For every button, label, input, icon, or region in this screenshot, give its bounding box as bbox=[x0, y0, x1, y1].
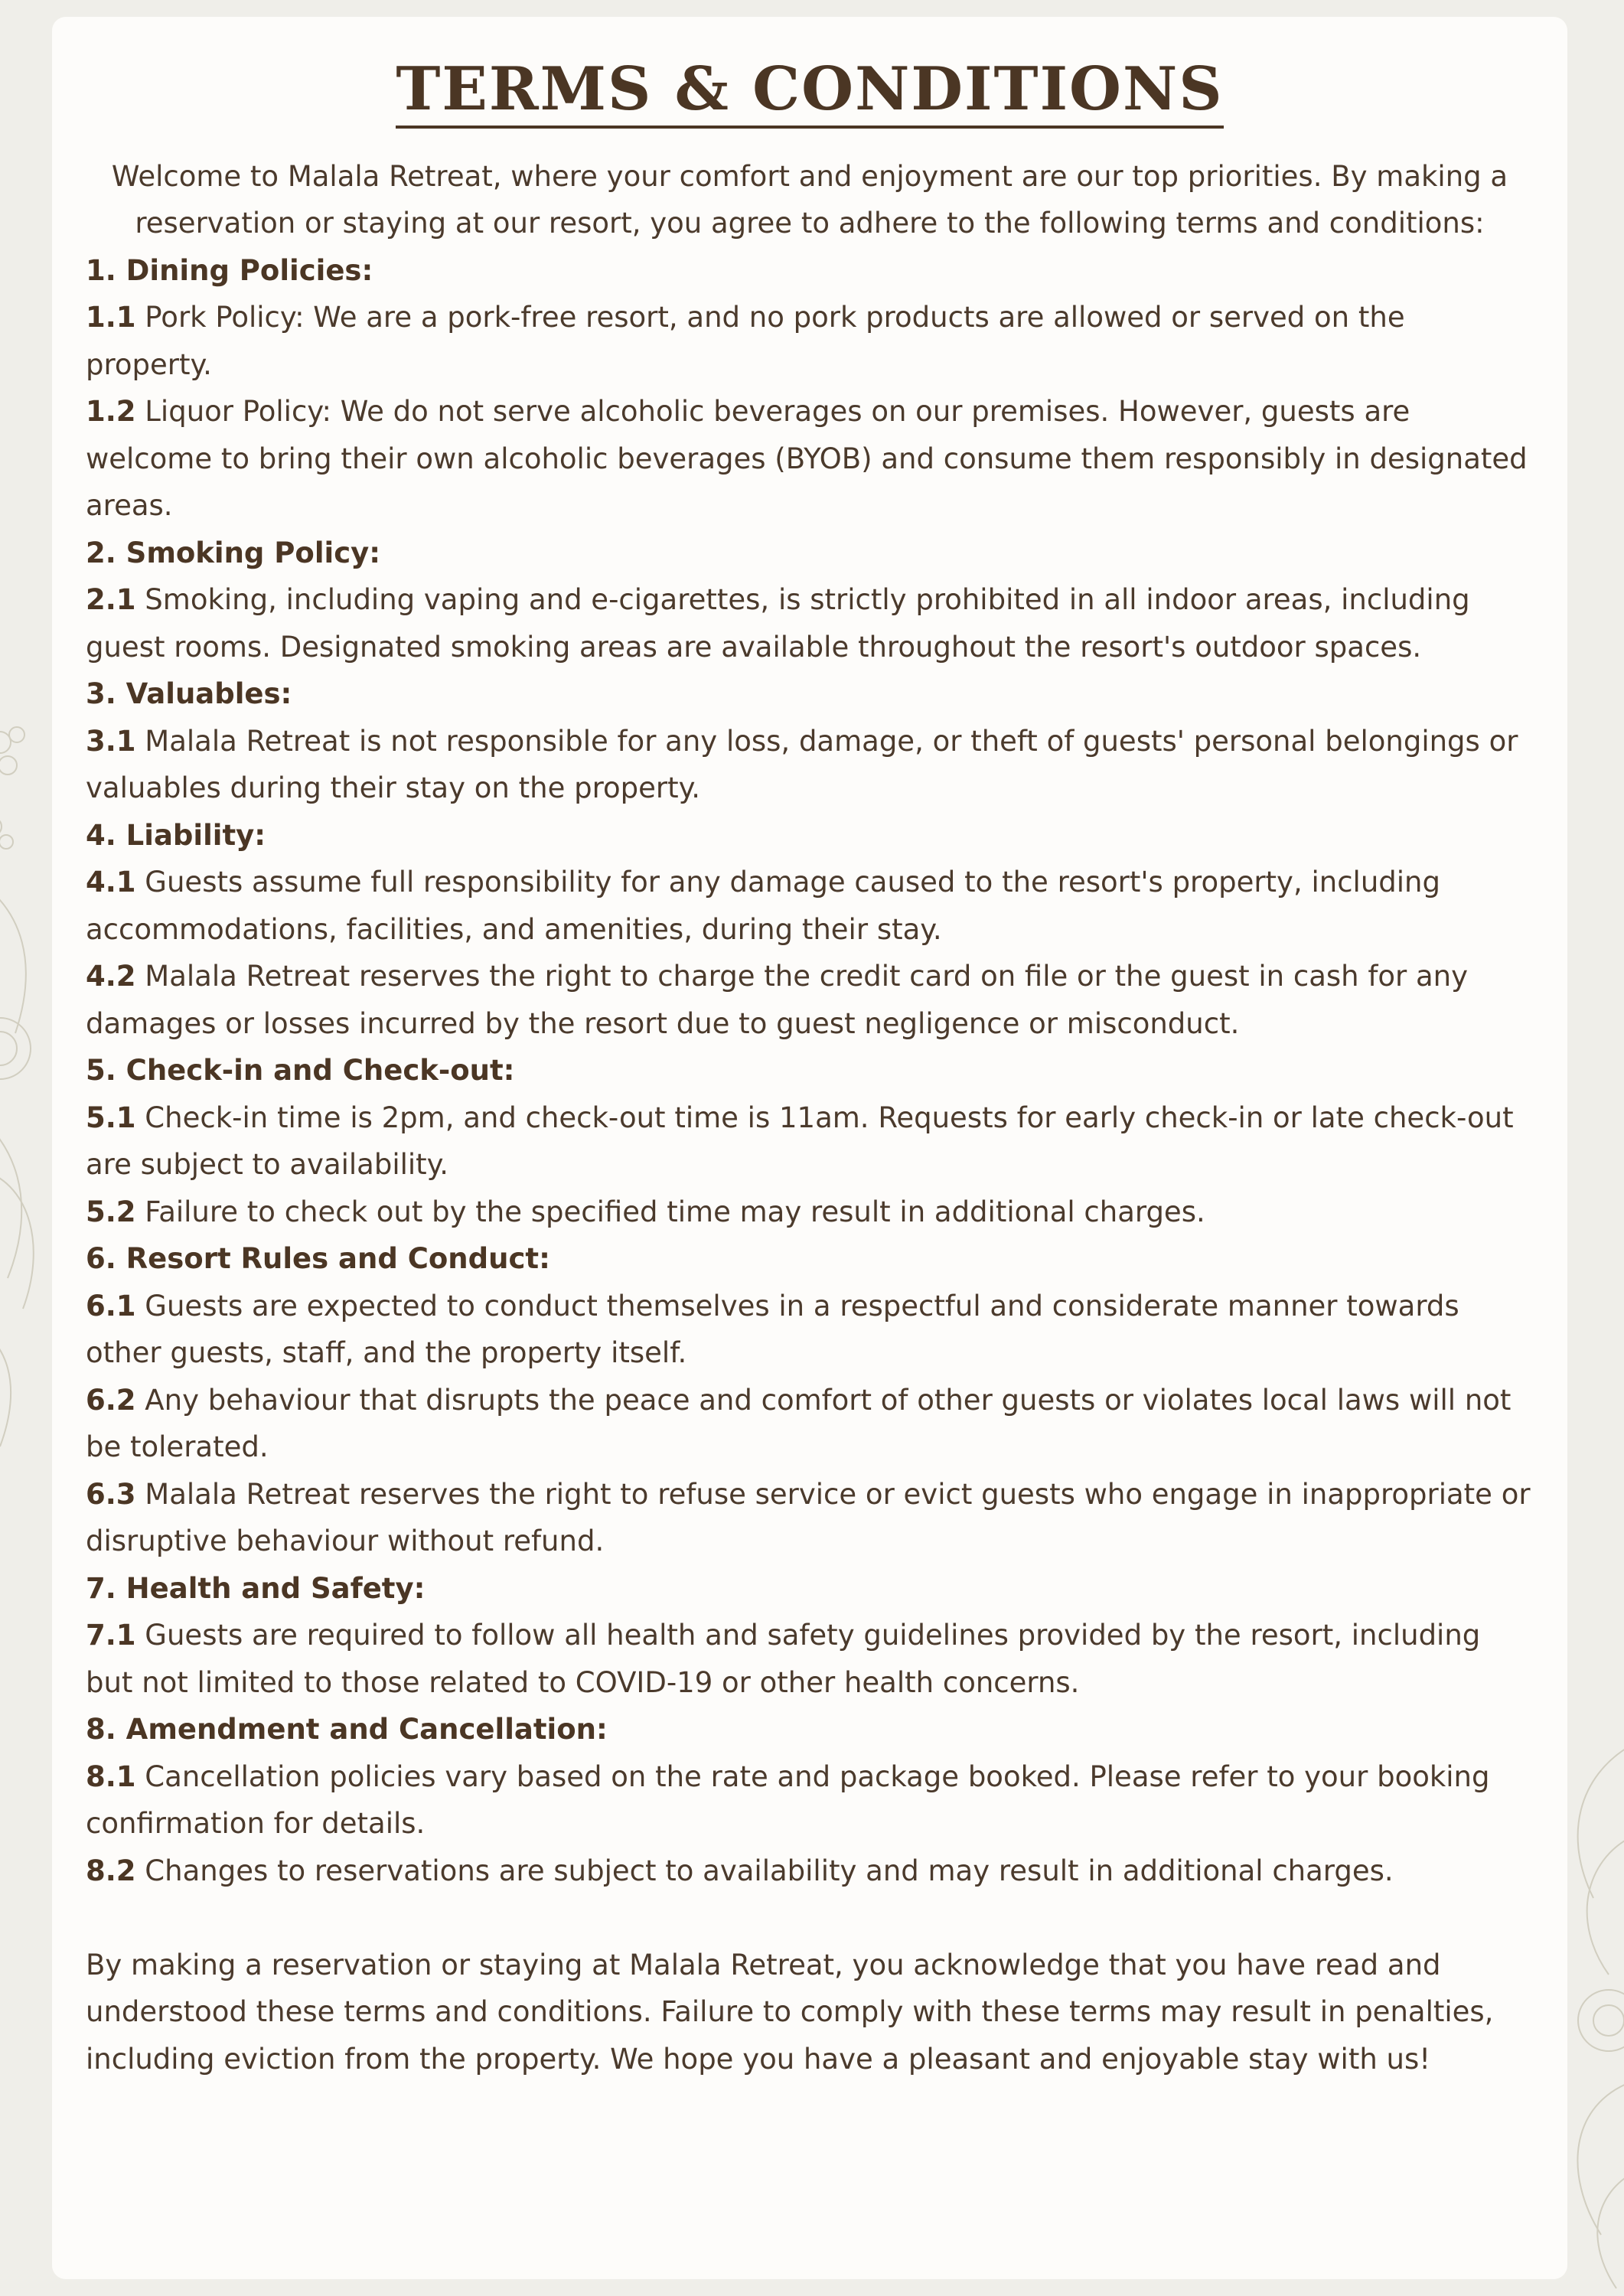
section-heading: 8. Amendment and Cancellation: bbox=[86, 1713, 608, 1746]
page-title bbox=[86, 54, 1534, 124]
clause-item bbox=[86, 388, 1534, 530]
clause-number: 6.1 bbox=[86, 1289, 136, 1322]
section-heading: 5. Check-in and Check-out: bbox=[86, 1054, 515, 1088]
clause-item bbox=[86, 576, 1534, 670]
clause-text: Guests are expected to conduct themselves in a respectful and considerate manner towards other guests, staff, and the property itself. bbox=[86, 1289, 1459, 1370]
clause-number: 7.1 bbox=[86, 1619, 136, 1652]
section-heading: 1. Dining Policies: bbox=[86, 253, 373, 287]
clause-text: Liquor Policy: We do not serve alcoholic beverages on our premises. However, guests are welcome to bring their own alcoholic beverages (BYOB) and consume them responsibly in designated areas. bbox=[86, 395, 1528, 523]
terms-card bbox=[52, 17, 1567, 2279]
clause-item bbox=[86, 1471, 1534, 1565]
clause-number: 1.2 bbox=[86, 395, 136, 429]
clause-text: Check-in time is 2pm, and check-out time is 11am. Requests for early check-in or late check-out are subject to availability. bbox=[86, 1101, 1514, 1182]
clause-text: Cancellation policies vary based on the rate and package booked. Please refer to your booking confirmation for details. bbox=[86, 1760, 1490, 1841]
page-title-text: TERMS & CONDITIONS bbox=[396, 54, 1223, 129]
clause-text: Malala Retreat reserves the right to refuse service or evict guests who engage in inappropriate or disruptive behaviour without refund. bbox=[86, 1477, 1531, 1558]
clause-text: Any behaviour that disrupts the peace and comfort of other guests or violates local laws will not be tolerated. bbox=[86, 1383, 1511, 1464]
clause-text: Failure to check out by the specified time may result in additional charges. bbox=[135, 1195, 1205, 1228]
clause-item bbox=[86, 294, 1534, 388]
clause-number: 6.3 bbox=[86, 1477, 136, 1511]
clause-item bbox=[86, 953, 1534, 1047]
clause-text: Guests are required to follow all health and safety guidelines provided by the resort, including but not limited to those related to COVID-19 or other health concerns. bbox=[86, 1619, 1481, 1699]
section-heading: 7. Health and Safety: bbox=[86, 1571, 426, 1605]
clause-text: Malala Retreat is not responsible for any loss, damage, or theft of guests' personal belongings or valuables during their stay on the property. bbox=[86, 724, 1518, 805]
clause-item bbox=[86, 1848, 1534, 1895]
clause-number: 6.2 bbox=[86, 1383, 136, 1417]
clause-item bbox=[86, 1189, 1534, 1236]
clause-number: 5.1 bbox=[86, 1101, 136, 1134]
clause-text: Pork Policy: We are a pork-free resort, and no pork products are allowed or served on the property. bbox=[86, 301, 1405, 381]
clause-number: 4.1 bbox=[86, 866, 136, 899]
intro-paragraph: Welcome to Malala Retreat, where your comfort and enjoyment are our top priorities. By making a reservation or staying at our resort, you agree to adhere to the following terms and conditions: bbox=[111, 159, 1508, 240]
clause-text: Guests assume full responsibility for any damage caused to the resort's property, including accommodations, facilities, and amenities, during their stay. bbox=[86, 866, 1440, 946]
clause-text: Malala Retreat reserves the right to charge the credit card on file or the guest in cash for any damages or losses incurred by the resort due to guest negligence or misconduct. bbox=[86, 960, 1469, 1040]
clause-number: 8.1 bbox=[86, 1760, 136, 1793]
clause-number: 2.1 bbox=[86, 583, 136, 617]
section-heading: 4. Liability: bbox=[86, 818, 266, 852]
clause-text: Smoking, including vaping and e-cigarettes, is strictly prohibited in all indoor areas, including guest rooms. Designated smoking areas are available throughout the resort's outdoor spaces. bbox=[86, 583, 1470, 664]
section-spacer bbox=[86, 1894, 1534, 1942]
clause-number: 5.2 bbox=[86, 1195, 136, 1228]
clause-item bbox=[86, 1377, 1534, 1471]
clause-item bbox=[86, 1094, 1534, 1189]
section-heading: 2. Smoking Policy: bbox=[86, 536, 381, 569]
clause-item bbox=[86, 1612, 1534, 1706]
closing-paragraph: By making a reservation or staying at Malala Retreat, you acknowledge that you have read and understood these terms and conditions. Failure to comply with these terms may result in penalties, including eviction from the property. We hope you have a pleasant and enjoyable stay with us! bbox=[86, 1948, 1494, 2076]
section-heading: 3. Valuables: bbox=[86, 677, 292, 711]
terms-sections bbox=[86, 247, 1534, 1895]
section-heading: 6. Resort Rules and Conduct: bbox=[86, 1242, 550, 1276]
clause-item bbox=[86, 1753, 1534, 1848]
clause-number: 3.1 bbox=[86, 724, 136, 758]
clause-number: 8.2 bbox=[86, 1854, 136, 1887]
clause-number: 1.1 bbox=[86, 301, 136, 334]
clause-item bbox=[86, 859, 1534, 953]
clause-item bbox=[86, 1283, 1534, 1377]
clause-text: Changes to reservations are subject to availability and may result in additional charges. bbox=[135, 1854, 1394, 1887]
clause-number: 4.2 bbox=[86, 960, 136, 993]
clause-item bbox=[86, 718, 1534, 812]
